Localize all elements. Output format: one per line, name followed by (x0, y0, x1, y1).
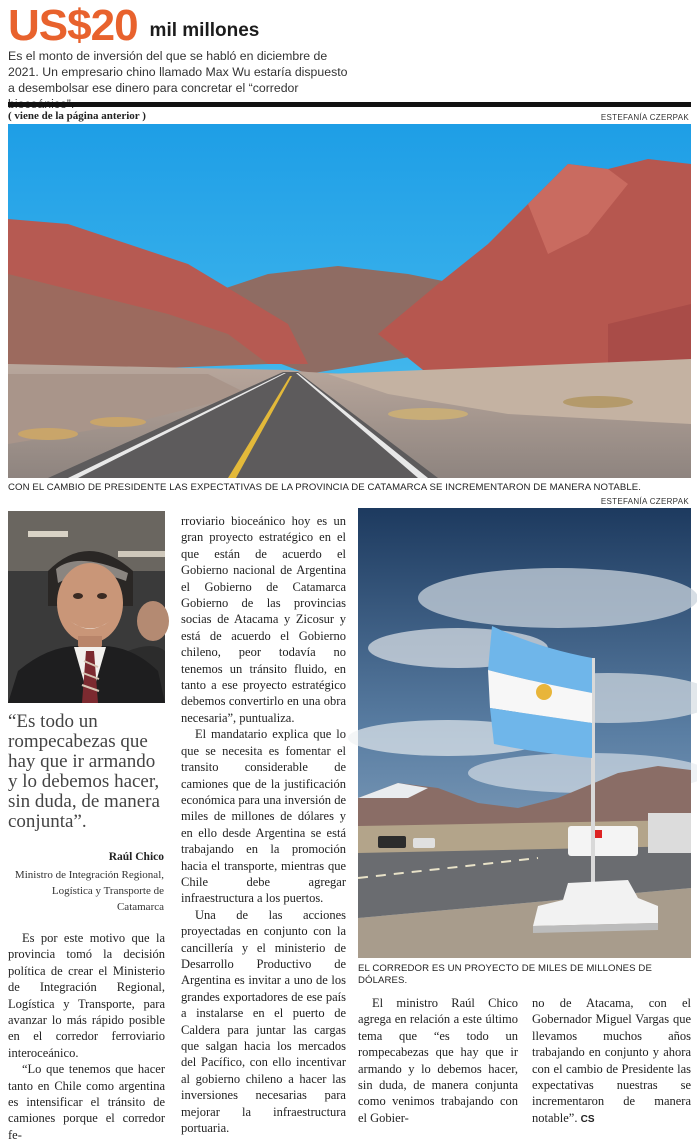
article-paragraph: Una de las acciones proyectadas en conjunto con la cancillería y el ministerio de Desarrollo Productivo de Argentina es invitar a uno de los grandes exportadores de ese país a instalarse en el puerto de Caldera para juntar las cargas que salgan hacia los mercados del Pacífico, con ello incentivar al gobierno chileno a hacer las inversiones necesarias para mejorar la infraestructura portuaria. (181, 907, 346, 1136)
article-paragraph (532, 995, 691, 1128)
article-paragraph: El ministro Raúl Chico agrega en relación a este último tema que “es todo un rompecabezas que hay que ir armando y lo debemos hacer, sin duda, de manera conjunta como venimos trabajando con el Gobier- (358, 996, 518, 1125)
article-column-3 (358, 995, 518, 1126)
road-landscape-photo (8, 124, 691, 478)
headline-unit: mil millones (149, 20, 260, 41)
continuation-note: ( viene de la página anterior ) (8, 110, 146, 122)
section-rule (8, 102, 691, 107)
photo-caption-flag: EL CORREDOR ES UN PROYECTO DE MILES DE MILLONES DE DÓLARES. (358, 963, 652, 986)
intro-text: Es el monto de inversión del que se habló en diciembre de 2021. Un empresario chino llamado Max Wu estaría dispuesto a desembolsar ese dinero para concretar el “corredor (8, 49, 348, 95)
end-mark: CS (580, 1113, 595, 1125)
pull-quote-role: Ministro de Integración Regional, Logística y Transporte de Catamarca (14, 869, 164, 913)
pull-quote-name: Raúl Chico (108, 851, 164, 863)
article-paragraph: El mandatario explica que lo que se necesita es fomentar el transito considerable de camiones que de la justificación económica para una inversión de miles de millones de dólares y en ello desde Argentina se está trabajando en la promoción hacia el transporte, mientras que Chile debe agregar infraestructura a los puertos. (181, 727, 346, 906)
photo-credit-top: ESTEFANÍA CZERPAK (600, 113, 689, 122)
article-column-4 (532, 995, 691, 1128)
pull-quote: “Es todo un rompecabezas que hay que ir armando y lo debemos hacer, sin duda, de manera conjunta”. (8, 711, 160, 832)
article-paragraph: Es por este motivo que la provincia tomó la decisión política de crear el Ministerio de Integración Regional, Logística y Transporte, para avanzar lo más rápido posible en el corredor ferroviario interoceánico. (8, 931, 165, 1060)
headline-amount: US$20 (8, 1, 138, 50)
article-paragraph-text: no de Atacama, con el Gobernador Miguel Vargas que llevamos muchos años trabajando en conjunto y ahora con el cambio de Presidente las expectativas nuestras se incrementaron de manera notable”. (532, 996, 691, 1125)
article-paragraph: “Lo que tenemos que hacer tanto en Chile como argentina es intensificar el tránsito de camiones porque el corredor fe- (8, 1062, 165, 1142)
article-column-2 (181, 513, 346, 1136)
photo-caption-top: CON EL CAMBIO DE PRESIDENTE LAS EXPECTATIVAS DE LA PROVINCIA DE CATAMARCA SE INCREMENTARON DE MANERA NOTABLE. (8, 482, 642, 493)
article-paragraph: rroviario bioceánico hoy es un gran proyecto estratégico en el que están de acuerdo el Gobierno nacional de Argentina el Gobierno de Catamarca Gobierno de las provincias socias de Atacama y Zicosur y está de acuerdo el Gobierno chileno, peor todavía no tenemos un tránsito fluido, en tanto a ese proyecto estratégico debemos convertirlo en una obra necesaria”, puntualiza. (181, 514, 346, 725)
photo-credit-flag: ESTEFANÍA CZERPAK (600, 497, 689, 506)
headline (8, 1, 688, 50)
portrait-photo (8, 511, 165, 703)
article-column-1 (8, 930, 165, 1143)
flag-photo (358, 508, 691, 958)
